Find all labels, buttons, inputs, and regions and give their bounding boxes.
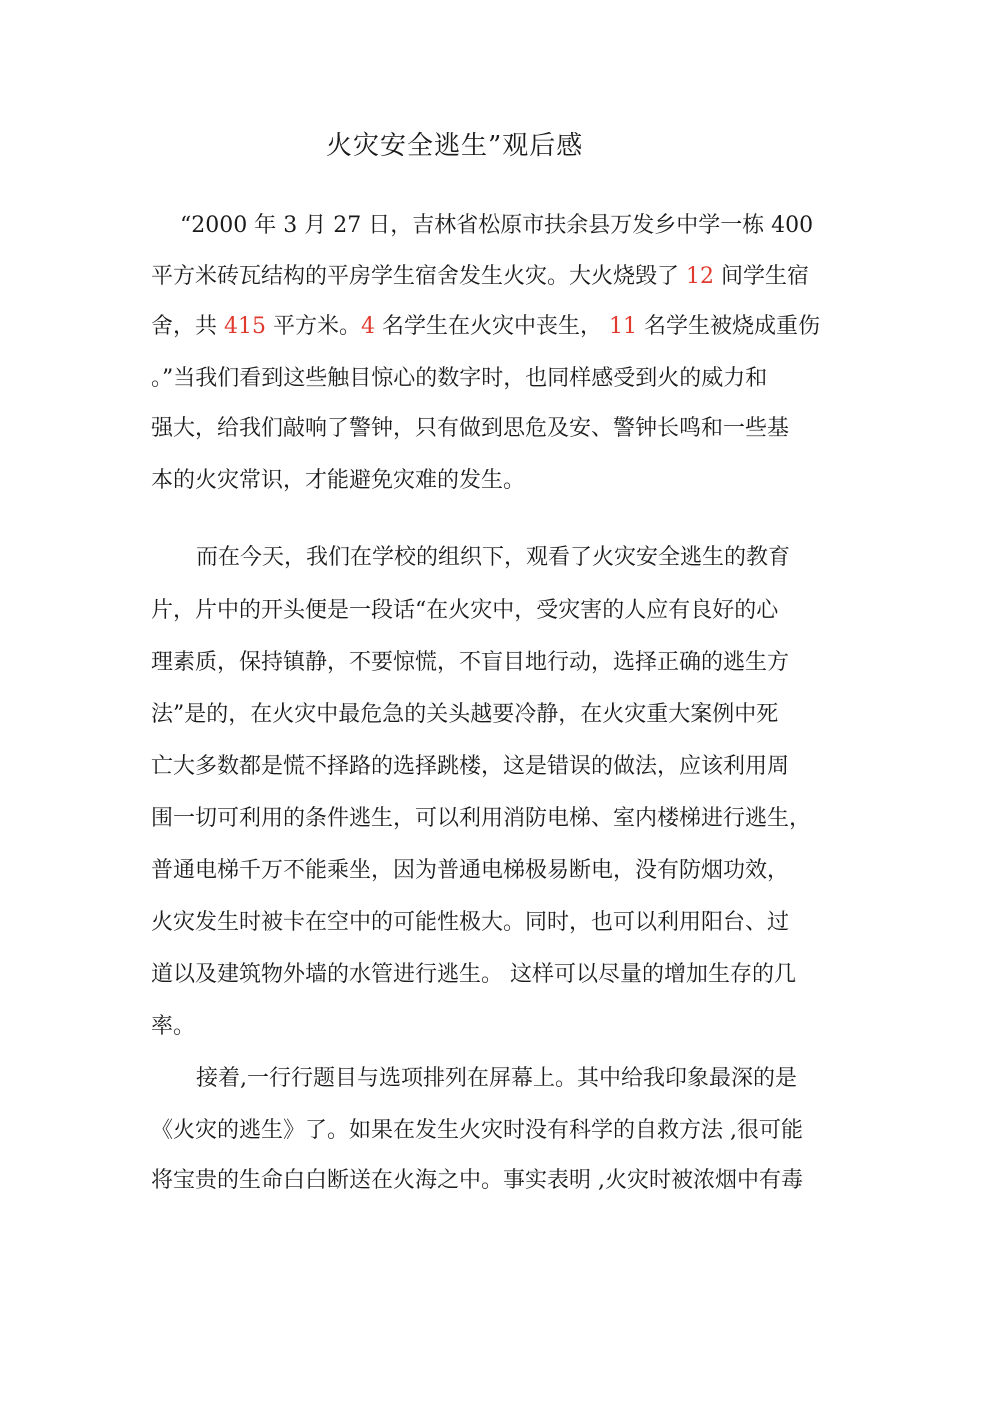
p1-line-2-text: 平方米砖瓦结构的平房学生宿舍发生火灾。大火烧毁了 bbox=[151, 264, 686, 289]
p3-line-2: 《火灾的逃生》了。如果在发生火灾时没有科学的自救方法 ,很可能 bbox=[151, 1118, 803, 1143]
p2-line-5: 亡大多数都是慌不择路的选择跳楼，这是错误的做法，应该利用周 bbox=[151, 754, 790, 779]
document-title: 火灾安全逃生”观后感 bbox=[326, 131, 584, 161]
highlight-number: 415 bbox=[224, 314, 266, 339]
p2-line-9: 道以及建筑物外墙的水管进行逃生。 这样可以尽量的增加生存的几 bbox=[151, 962, 796, 987]
p2-line-6: 围一切可利用的条件逃生，可以利用消防电梯、室内楼梯进行逃生， bbox=[151, 806, 812, 831]
p1-line-1: “2000 年 3 月 27 日，吉林省松原市扶余县万发乡中学一栋 400 bbox=[180, 213, 814, 238]
p1-line-3-text-b: 平方米。 bbox=[266, 314, 361, 339]
p2-line-8: 火灾发生时被卡在空中的可能性极大。同时，也可以利用阳台、过 bbox=[151, 910, 790, 935]
p1-line-5: 强大，给我们敲响了警钟，只有做到思危及安、警钟长鸣和一些基 bbox=[151, 416, 790, 441]
p1-line-3-text-d: 名学生被烧成重伤 bbox=[637, 314, 820, 339]
p2-line-3: 理素质，保持镇静，不要惊慌，不盲目地行动，选择正确的逃生方 bbox=[151, 650, 790, 675]
highlight-number: 12 bbox=[686, 264, 714, 289]
p2-line-1: 而在今天，我们在学校的组织下，观看了火灾安全逃生的教育 bbox=[196, 545, 791, 570]
p2-line-7: 普通电梯千万不能乘坐，因为普通电梯极易断电，没有防烟功效， bbox=[151, 858, 790, 883]
p2-line-4: 法”是的，在火灾中最危急的关头越要冷静，在火灾重大案例中死 bbox=[151, 702, 779, 727]
p1-line-2-text-end: 间学生宿 bbox=[714, 264, 809, 289]
p2-line-10: 率。 bbox=[151, 1014, 196, 1039]
highlight-number: 4 bbox=[361, 314, 375, 339]
p3-line-3: 将宝贵的生命白白断送在火海之中。事实表明 ,火灾时被浓烟中有毒 bbox=[151, 1168, 803, 1193]
p2-line-2: 片，片中的开头便是一段话“在火灾中，受灾害的人应有良好的心 bbox=[151, 598, 779, 623]
p1-line-2 bbox=[151, 262, 809, 292]
p1-line-6: 本的火灾常识，才能避免灾难的发生。 bbox=[151, 468, 526, 493]
p1-line-3-text-a: 舍，共 bbox=[151, 314, 224, 339]
p1-line-3-text-c: 名学生在火灾中丧生， bbox=[375, 314, 609, 339]
p1-line-3 bbox=[151, 312, 820, 342]
p1-line-4: 。”当我们看到这些触目惊心的数字时，也同样感受到火的威力和 bbox=[151, 366, 768, 391]
highlight-number: 11 bbox=[609, 314, 637, 339]
p3-line-1: 接着,一行行题目与选项排列在屏幕上。其中给我印象最深的是 bbox=[196, 1066, 797, 1091]
